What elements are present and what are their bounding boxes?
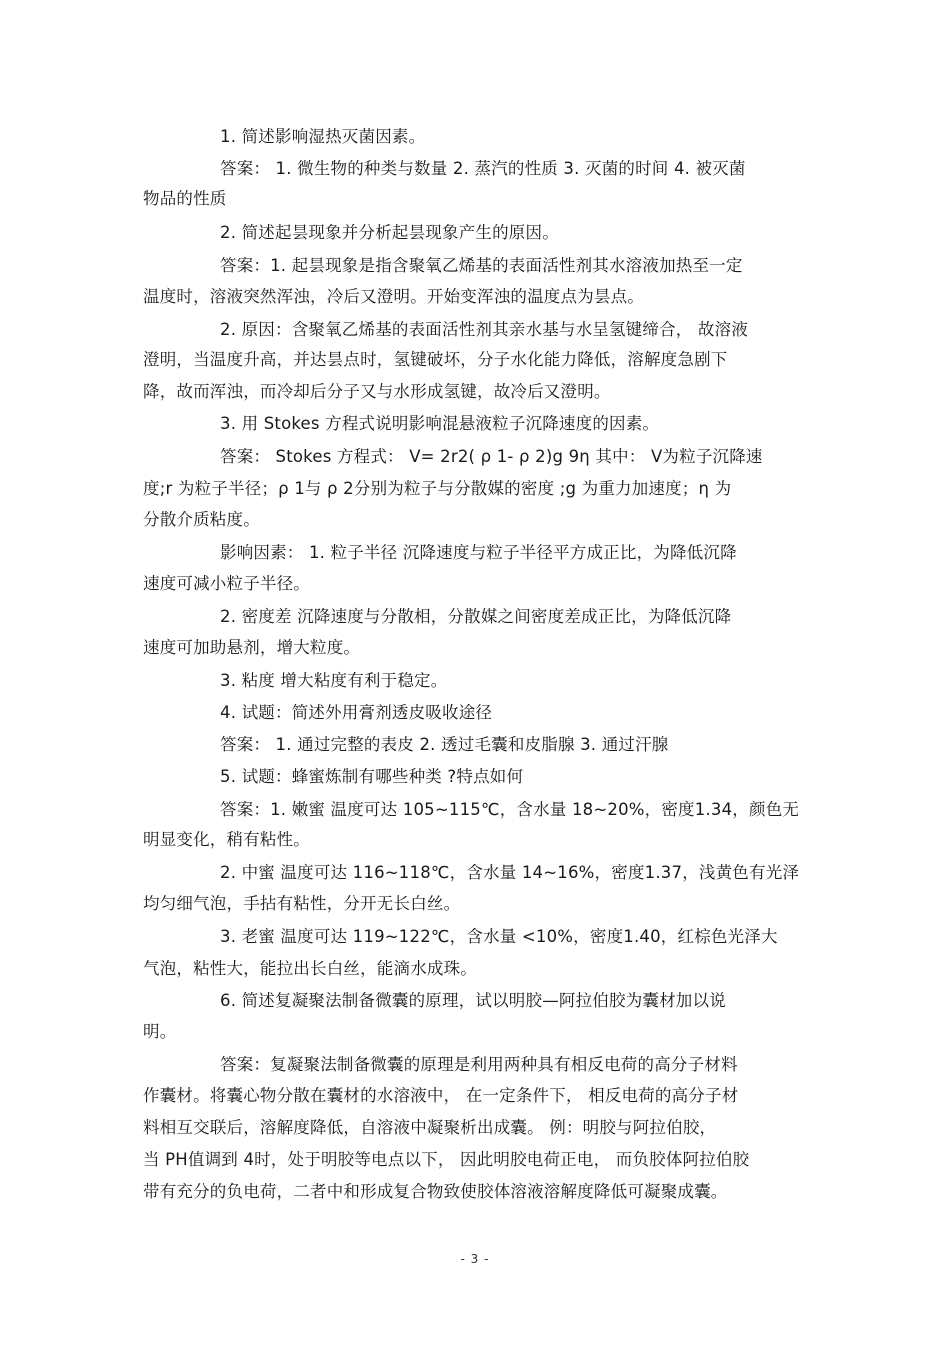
question-6-line-1: 6. 简述复凝聚法制备微囊的原理，试以明胶—阿拉伯胶为囊材加以说 <box>220 991 726 1010</box>
answer-5-line-2: 明显变化，稍有粘性。 <box>143 830 310 849</box>
answer-6-line-5: 带有充分的负电荷，二者中和形成复合物致使胶体溶液溶解度降低可凝聚成囊。 <box>143 1182 728 1201</box>
question-4: 4. 试题：简述外用膏剂透皮吸收途径 <box>220 703 493 722</box>
page-number: - 3 - <box>460 1252 490 1266</box>
answer-5-line-5: 3. 老蜜 温度可达 119~122℃，含水量 <10%，密度1.40，红棕色光泽大 <box>220 927 778 946</box>
answer-2-reason-line-3: 降，故而浑浊，而冷却后分子又与水形成氢键，故冷后又澄明。 <box>143 382 611 401</box>
answer-5-line-1: 答案：1. 嫩蜜 温度可达 105~115℃，含水量 18~20%，密度1.34，颜色无 <box>220 800 800 819</box>
answer-5-line-4: 均匀细气泡，手拈有粘性，分开无长白丝。 <box>143 894 461 913</box>
question-5: 5. 试题：蜂蜜炼制有哪些种类 ?特点如何 <box>220 767 524 786</box>
answer-4: 答案： 1. 通过完整的表皮 2. 透过毛囊和皮脂腺 3. 通过汗腺 <box>220 735 669 754</box>
factor-1-line-1: 影响因素： 1. 粒子半径 沉降速度与粒子半径平方成正比，为降低沉降 <box>220 543 737 562</box>
answer-6-line-4: 当 PH值调到 4时，处于明胶等电点以下， 因此明胶电荷正电， 而负胶体阿拉伯胶 <box>143 1150 750 1169</box>
answer-2-line-2: 温度时，溶液突然浑浊，冷后又澄明。开始变浑浊的温度点为昙点。 <box>143 287 644 306</box>
answer-2-reason-line-2: 澄明，当温度升高，并达昙点时，氢键破坏，分子水化能力降低，溶解度急剧下 <box>143 350 728 369</box>
factor-2-line-2: 速度可加助悬剂，增大粒度。 <box>143 638 361 657</box>
question-3: 3. 用 Stokes 方程式说明影响混悬液粒子沉降速度的因素。 <box>220 414 660 433</box>
answer-5-line-6: 气泡，粘性大，能拉出长白丝，能滴水成珠。 <box>143 959 477 978</box>
answer-6-line-2: 作囊材。将囊心物分散在囊材的水溶液中， 在一定条件下， 相反电荷的高分子材 <box>143 1086 739 1105</box>
question-2: 2. 简述起昙现象并分析起昙现象产生的原因。 <box>220 223 559 242</box>
factor-1-line-2: 速度可减小粒子半径。 <box>143 574 310 593</box>
answer-1-line-1: 答案： 1. 微生物的种类与数量 2. 蒸汽的性质 3. 灭菌的时间 4. 被灭菌 <box>220 159 746 178</box>
question-1: 1. 简述影响湿热灭菌因素。 <box>220 127 426 146</box>
answer-2-line-1: 答案：1. 起昙现象是指含聚氧乙烯基的表面活性剂其水溶液加热至一定 <box>220 256 743 275</box>
answer-1-line-2: 物品的性质 <box>143 189 227 208</box>
answer-6-line-1: 答案：复凝聚法制备微囊的原理是利用两种具有相反电荷的高分子材料 <box>220 1055 738 1074</box>
answer-3-line-2: 度;r 为粒子半径；ρ 1与 ρ 2分别为粒子与分散媒的密度 ;g 为重力加速度；η 为 <box>143 479 732 498</box>
factor-3: 3. 粘度 增大粘度有利于稳定。 <box>220 671 448 690</box>
answer-3-line-1: 答案： Stokes 方程式： V= 2r2( ρ 1- ρ 2)g 9η 其中： V为粒子沉降速 <box>220 447 763 466</box>
answer-3-line-3: 分散介质粘度。 <box>143 510 260 529</box>
answer-2-reason-line-1: 2. 原因：含聚氧乙烯基的表面活性剂其亲水基与水呈氢键缔合， 故溶液 <box>220 320 749 339</box>
factor-2-line-1: 2. 密度差 沉降速度与分散相，分散媒之间密度差成正比，为降低沉降 <box>220 607 732 626</box>
question-6-line-2: 明。 <box>143 1022 177 1041</box>
answer-5-line-3: 2. 中蜜 温度可达 116~118℃，含水量 14~16%，密度1.37，浅黄色有光泽 <box>220 863 800 882</box>
answer-6-line-3: 料相互交联后，溶解度降低，自溶液中凝聚析出成囊。 例：明胶与阿拉伯胶， <box>143 1118 717 1137</box>
